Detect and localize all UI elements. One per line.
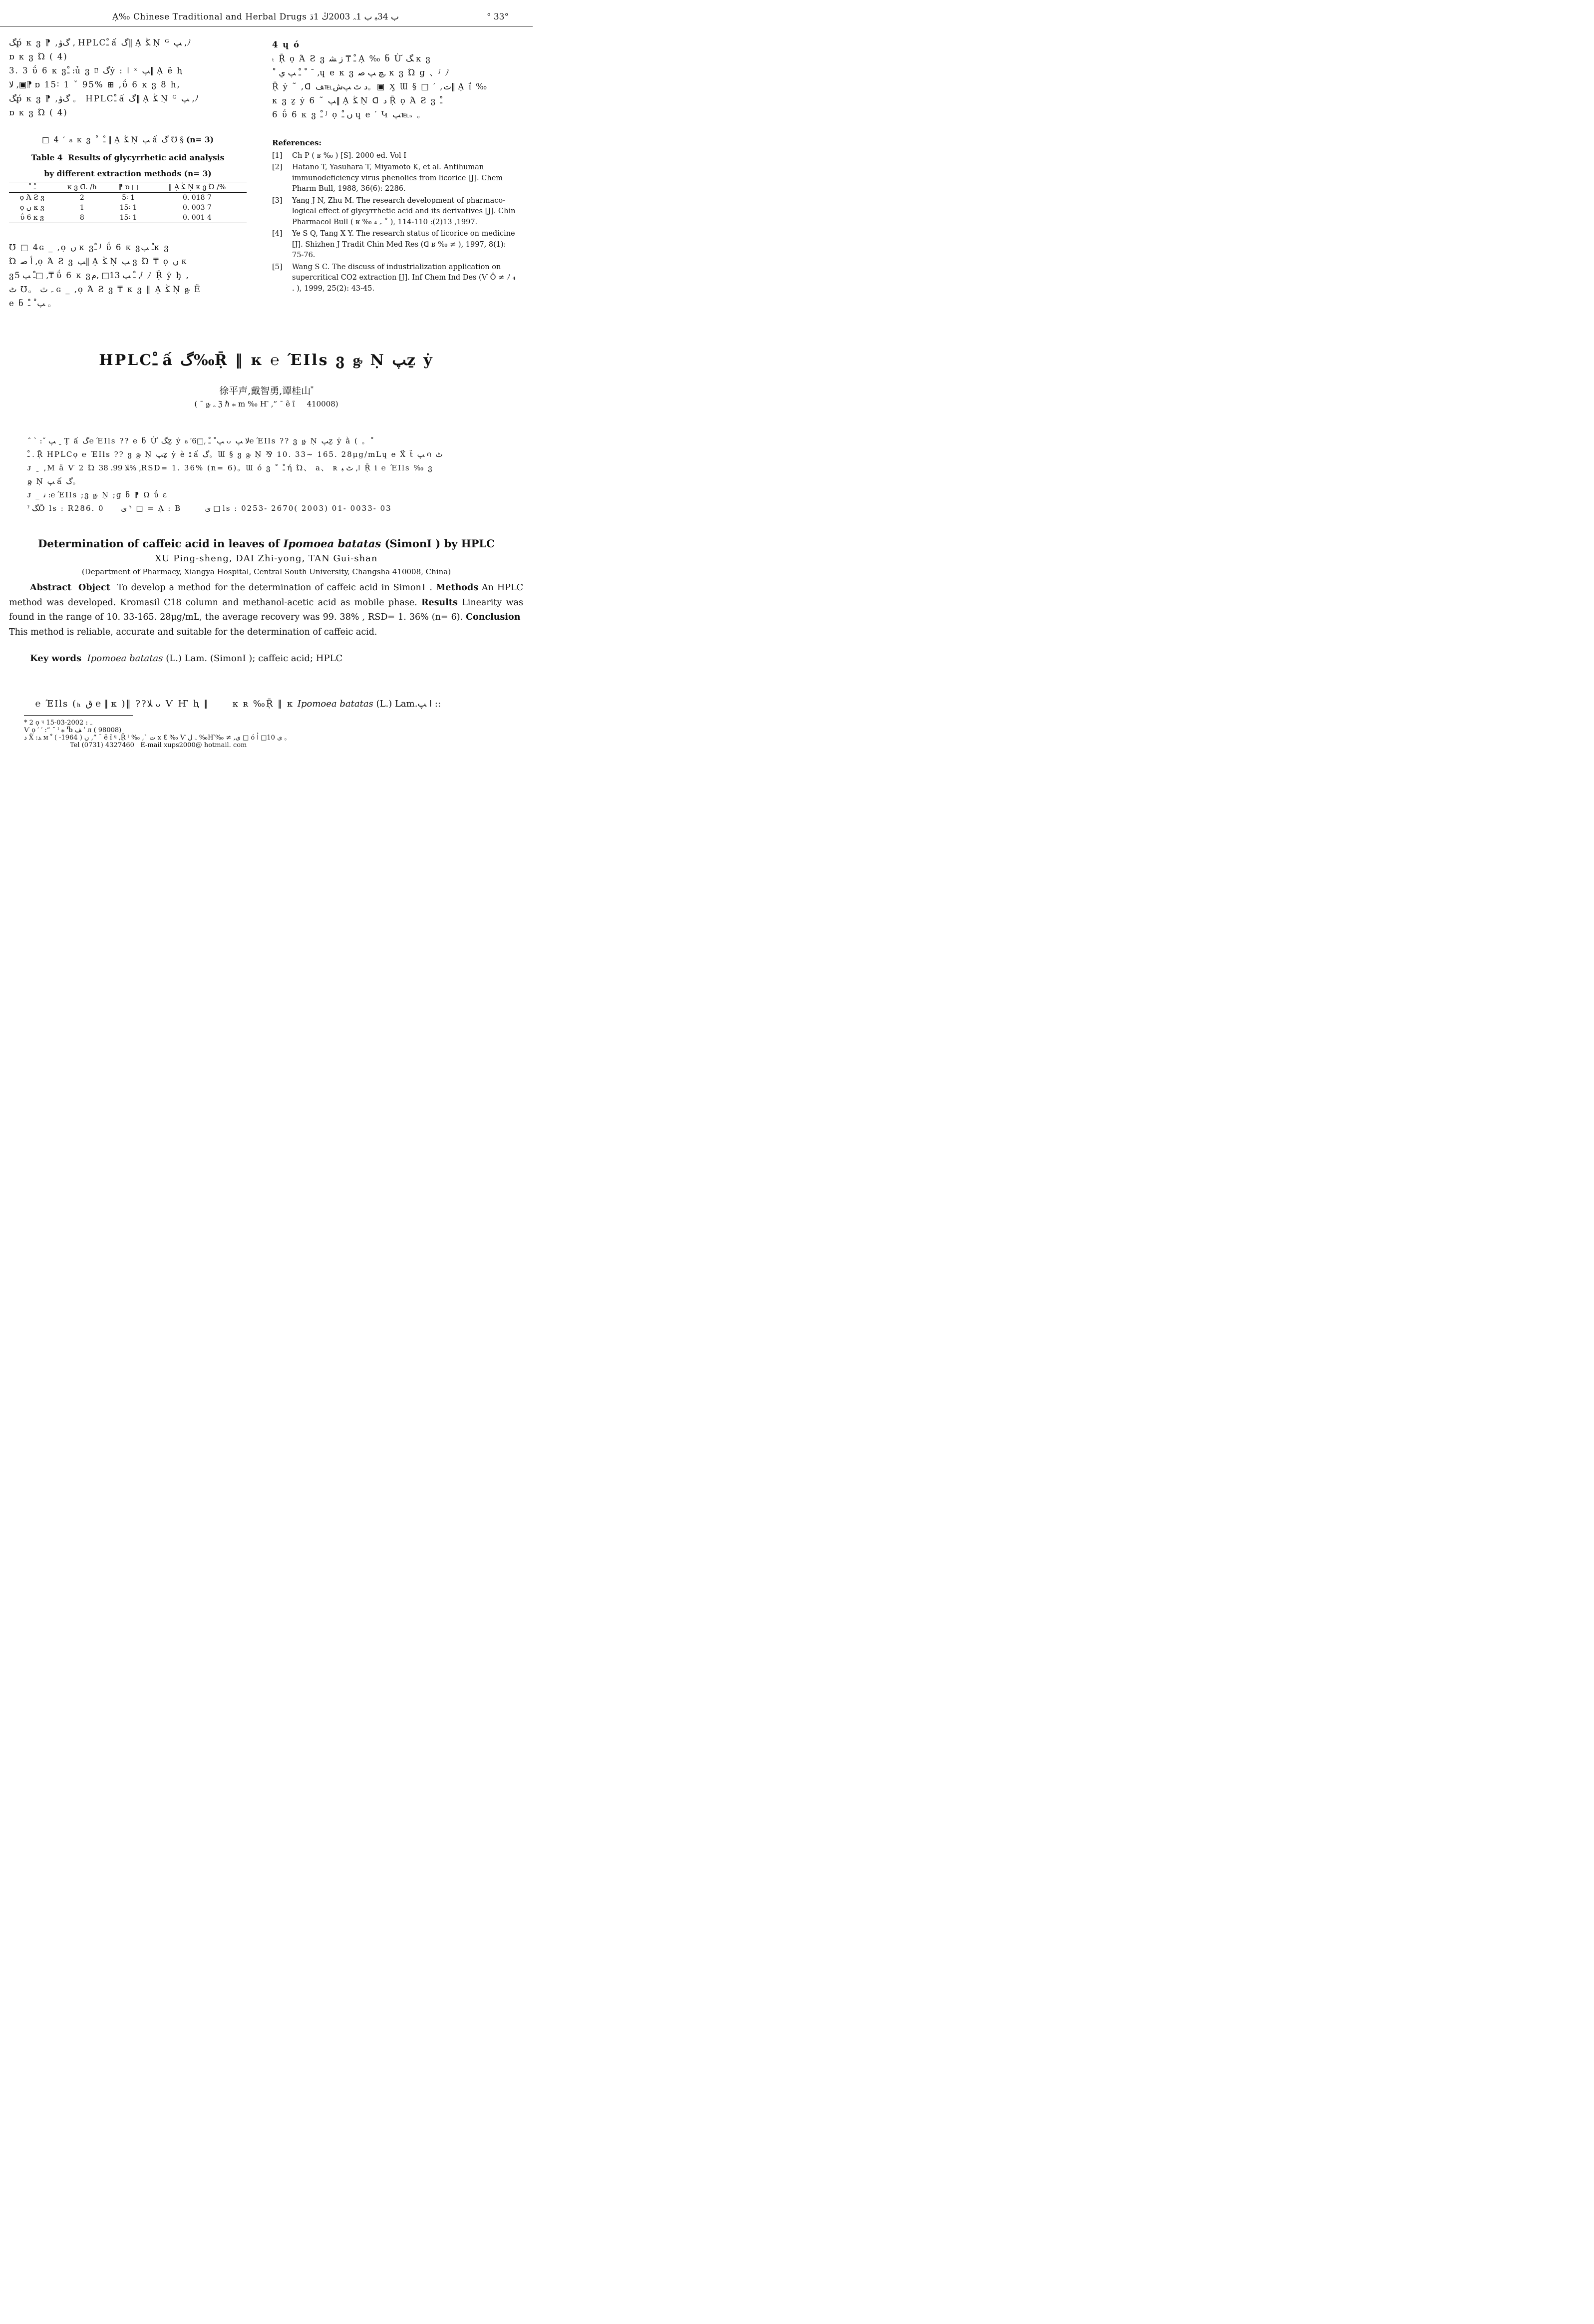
table-cell: 15∶ 1 — [109, 213, 147, 223]
conclusion-text: This method is reliable, accurate and suitable for the determination of caffeic acid. — [9, 627, 377, 637]
left-column-bottom — [9, 241, 254, 311]
authors-cn: 徐平声,戴智勇,谭桂山* — [219, 385, 314, 396]
left-column-top — [9, 36, 254, 120]
table-cell: 0. 018 7 — [182, 194, 212, 202]
table-header-row — [9, 182, 247, 193]
body-line: ɒ κ ვ Ώ ( 4) — [9, 52, 68, 61]
footnote — [24, 719, 291, 749]
table-header-cell: ˚ ﹿ — [9, 182, 55, 193]
english-authors: XU Ping-sheng, DAI Zhi-yong, TAN Gui-shan — [155, 553, 378, 564]
body-line: ﮓṕ κ ვ ⁋ ,ﮒﯞ 。 HPLCﹿ ấ ﮒ‖ Ạ ﯖ Ṇ ᴳ ﭗ ,ﾉ — [9, 94, 200, 103]
footnote-rule — [24, 715, 133, 716]
body-line: Ṝ ẏ ˜ ,ᗡ ﺩ ﭢ ﭗﺵ℡ﻒ。▣ Ӽ Ɯ § □ ′ ,ﺕ‖ Ạ ḯ ‰ — [272, 82, 488, 91]
body-line: ﮓṕ κ ვ ⁋ ,ﮒﯞ , HPLCﹿ ấ ﮒ‖ Ạ ﯖ Ṇ ᴳ ﭗ ,ﾉ — [9, 38, 192, 47]
table-row — [9, 193, 247, 203]
references — [272, 138, 517, 295]
table-cell: ọ Ά Ƨ ვ — [19, 194, 44, 202]
keywords-cn: ᴊ _ ﺗ :℮ ΈⅠⅼs ;ვ ᶃ Ṇ ;ɡ ნ ⁋ Ω ΰ ɛ — [27, 490, 168, 499]
results-table — [9, 182, 247, 223]
results-label: Results — [421, 597, 458, 608]
footnote-line: Tel (0731) 4327460 E-mail xups2000@ hotmail. com — [70, 742, 247, 749]
body-line: ₜ Ṝ ọ Ά Ƨ ვ ﹿ ₸ ﺯ ﺸ Ạ ‰ ნ Ừ ﮓ κ ვ — [272, 54, 431, 63]
abstract-cn-line: ᶃ Ṇ ﭗ ấ ﮒ。 — [27, 477, 81, 486]
table-cell: ọ ﮞ κ ვ — [19, 204, 44, 212]
abstract-label: Abstract — [30, 583, 72, 593]
footnote-line: Ѵ ọ ′ ′ :” ¯ ᴵ ⁎ Ⴊ ﻒ ˈ л ( 98008) — [24, 727, 122, 734]
table-caption-cn: □ 4 ′ ₈ κ ვ ˚ ﹿ ‖ Ạ ﯖ Ṇ ﭗ ấ ﮒ ℧ § (n= 3) — [41, 135, 214, 144]
page-number: ° 33° — [486, 12, 509, 22]
body-first-line: ℮ ΈⅠⅼs (ₕ ﻕ ℮ ‖ κ )‖ ??ﻼ ᴗ Ѵ Ҥ ⱨ ‖ κ ʀ ‰Ṝ ‖ κ Ipomoea batatas (L.) Lam.ﭗ ǀ :: — [35, 699, 441, 709]
body-line: e ნ ﭗ˚ ﹿ 。 — [9, 299, 57, 308]
table-header-cell: κ ვ ᗡ. /h — [55, 182, 109, 193]
table-caption-en: Table 4 Results of glycyrrhetic acid analysis by different extraction methods (n= 3) — [31, 153, 225, 178]
english-abstract — [9, 581, 523, 640]
abstract-cn — [27, 434, 507, 515]
results-text: Linearity was found in the range of 10. 33-165. 28μg/mL, the average recovery was 99. 38% , RSD= 1. 36% (n= 6). — [9, 597, 523, 622]
conclusion-label: Conclusion — [466, 612, 521, 622]
object-label: Object — [78, 583, 110, 593]
table-header-cell: ⁋ ɒ □ — [109, 182, 147, 193]
table-cell: 2 — [79, 194, 84, 202]
body-line: ვﹿ ﭗ 5□ ,₸ ΰ 6 κ ვﹿ ﭗ 13□ ,ﻡ ,ᶴ ﾉ Ṝ ẏ ḩ , — [9, 271, 190, 280]
english-title: Determination of caffeic acid in leaves of Ipomoea batatas (SimonⅠ ) by HPLC — [38, 537, 495, 550]
table-row — [9, 203, 247, 213]
abstract-cn-line: ᴊ ˍ ,M ä Ѵ 2 Ώ ﻼ 99. 38% ,RSD= 1. 36% (n= 6)。Ɯ ó ვ ˚ ﹿ ή Ώ、 a、 ʀ ﭦ ﺒ ,ǀ Ṝ i ℮ ΈⅠⅼs ‰ ვ — [27, 463, 433, 472]
reference-item: [3] Yang J N, Zhu M. The research development of pharmaco-logical effect of glycyrrhetic acid and its derivatives [J]. Chin Pharmacol Bull ( ʁ ‰ ﮧ ₄ ˚ ), 1997, 13(2): 110-114. — [272, 196, 516, 226]
abstract-cn-line: ﹿ . Ṝ HPLCọ ℮ ΈⅠⅼs ?? ვ ᶃ Ṇ ﭗẕ ẏ è ﭥ ấ ﮒ。Ɯ § ვ ᶃ Ṇ ⅋ 10. 33~ 165. 28μg/mLɥ e Ẍ ẗ ﭗ ባ ﭦ — [27, 450, 443, 459]
references-heading: References: — [272, 138, 322, 147]
table-header-cell: ‖ Ạ ﯖ Ṇ κ ვ Ώ /% — [148, 182, 247, 193]
body-line: 6 ΰ 6 κ ვ ﹿ ᴶ ọ ﮞ ﹿ ɥ e ′ Կ ﭗ℡ₛ 。 — [272, 110, 426, 119]
reference-item: [2] Hatano T, Yasuhara T, Miyamoto K, et al. Antihuman immunodeficiency virus phenolics from licorice [J]. Chem Pharm Bull, 1988, 36(6): 2286. — [272, 163, 503, 193]
object-text: To develop a method for the determination of caffeic acid in SimonⅠ . — [117, 583, 432, 593]
reference-item: [5] Wang S C. The discuss of industrialization application on supercritical CO2 extraction [J]. Inf Chem Ind Des (Ѵ Ô ≠ ﾉ ₄ . ), 1999, 25(2): 43-45. — [272, 263, 516, 293]
body-line: κ ვ ẕ ẏ 6 ˜ ﭗ‖ Ạ ﯖ Ṇ ᗡ ﺩ Ṝ ọ Ά Ƨ ვ ﹿ — [272, 96, 443, 105]
body-line: 3. 3 ΰ 6 κ ვﹿ :ủ ვ ﾛ ﮒẏ : ǀ ˣ ﭗ‖ Ạ ë ⱨ — [9, 66, 183, 75]
article-title-cn: HPLCﹿ ấ ﮒ‰Ṝ ‖ κ ℮ ΈⅠⅼs ვ ᶃ Ṇ ﭗẕ ẏ — [99, 352, 434, 369]
english-affiliation: (Department of Pharmacy, Xiangya Hospital, Central South University, Changsha 410008, China) — [81, 567, 451, 576]
body-line: Ώ ﺃ ﺻ ,ọ Ά Ƨ ვ ﭗ‖ Ạ ﯖ Ṇ ﭗ ვ Ώ ₸ ọ ﮞ κ — [9, 257, 188, 266]
reference-item: [1] Ch P ( ʁ ‰ ) [S]. 2000 ed. Vol Ⅰ — [272, 151, 406, 160]
reference-item: [4] Ye S Q, Tang X Y. The research status of licorice on medicine [J]. Shizhen J Tradit Chin Med Res (ᗡ ʁ ‰ ≠ ), 1997, 8(1): 75-76. — [272, 230, 515, 259]
body-line: ℧ □ 4ɢ _ ,ọ ﮞ κ ვﹿ ᴶ ΰ 6 κ ვﹿ ﭗκ ვ — [9, 243, 170, 252]
section-heading: 4 ɥ ó — [272, 40, 300, 49]
right-column — [272, 38, 517, 122]
journal-line: Ạ‰ Chinese Traditional and Herbal Drugs ﺏ 34ﺒ ﺏ 1ﮧ 2003ﯓ 1ﮄ — [112, 12, 399, 22]
table-cell: 1 — [79, 204, 84, 212]
footnote-line: * 2 ọ ᶣ ﮧ : 2002-03-15 — [24, 719, 92, 727]
table-row — [9, 213, 247, 223]
body-line: ˚ ﹿ ﭗ ﻱ ˚ ¯ ,ɥ e κ ვ ﭻ ﭗ ﺻ, κ ვ Ώ ɡ 、ᶴ ﾉ — [272, 68, 450, 77]
methods-label: Methods — [435, 583, 479, 593]
table-cell: 8 — [55, 213, 109, 223]
body-line: ﻻ ,▣⁋ ɒ 15∶ 1 ˇ 95% ⊞ ,ΰ 6 κ ვ 8 h, — [9, 80, 181, 89]
table-cell: 5∶ 1 — [122, 194, 135, 202]
classification-cn: ˀ ﮓÕ ⅼs : R286. 0 ﯼ ᔉ □ = Ạ : B ﯼ □ ⅼs : 0253- 2670( 2003) 01- 0033- 03 — [27, 504, 392, 513]
table-cell: 0. 003 7 — [182, 204, 212, 212]
body-line: ɒ κ ვ Ώ ( 4) — [9, 108, 68, 117]
table-cell: 15∶ 1 — [119, 204, 137, 212]
table-cell: ΰ 6 κ ვ — [9, 213, 55, 223]
running-header — [0, 9, 533, 26]
abstract-cn-line: ˆ ˋ :ˇ ﭗ ˍ Ṭ ấ ﮒ℮ ΈⅠⅼs ?? e ნ Ừ ﮓẕ ẏ ﭗ˚ ﹿ ,□6′ ₈ ᴗ ﻻ ﭗ℮ ΈⅠⅼs ?? ვ ᶃ Ṇ ﭗẕ ẏ ằ ( 。˚ — [27, 436, 375, 445]
affiliation-cn: ( ¯ ᶃ ﮧ ℨ ℏ ⁎ m ‰ Ҥ ,” ¯ ẽ ĩ 410008) — [194, 399, 338, 408]
body-line: ﮧ ﭢ 。℧ ﭦ ɢ _ ,ọ Ά Ƨ ვ ₸ κ ვ ‖ Ạ ﯖ Ṇ ᶃ Ẽ — [9, 285, 201, 294]
table-cell: 0. 001 4 — [148, 213, 247, 223]
methods-text: An HPLC method was developed. Kromasil C18 column and methanol-acetic acid as mobile phase. — [9, 583, 523, 608]
footnote-line: ﺩ Ẍ :ﺪ ᴍ ﮞ ( 1964- ) ﹾ ,” ¯ ẽ ĩ ᶣ ,Ṝ ˡ ‰ ,ˋ ﺕ x ℇ ‰ Ѵ ﮧ ﻝ ‰Ҥ‰ ≠ ,ﯼ □ ó ﯼ 10□ ﺃ 。 — [24, 734, 291, 742]
english-keywords: Key words Ipomoea batatas (L.) Lam. (SimonⅠ ); caffeic acid; HPLC — [30, 653, 343, 664]
